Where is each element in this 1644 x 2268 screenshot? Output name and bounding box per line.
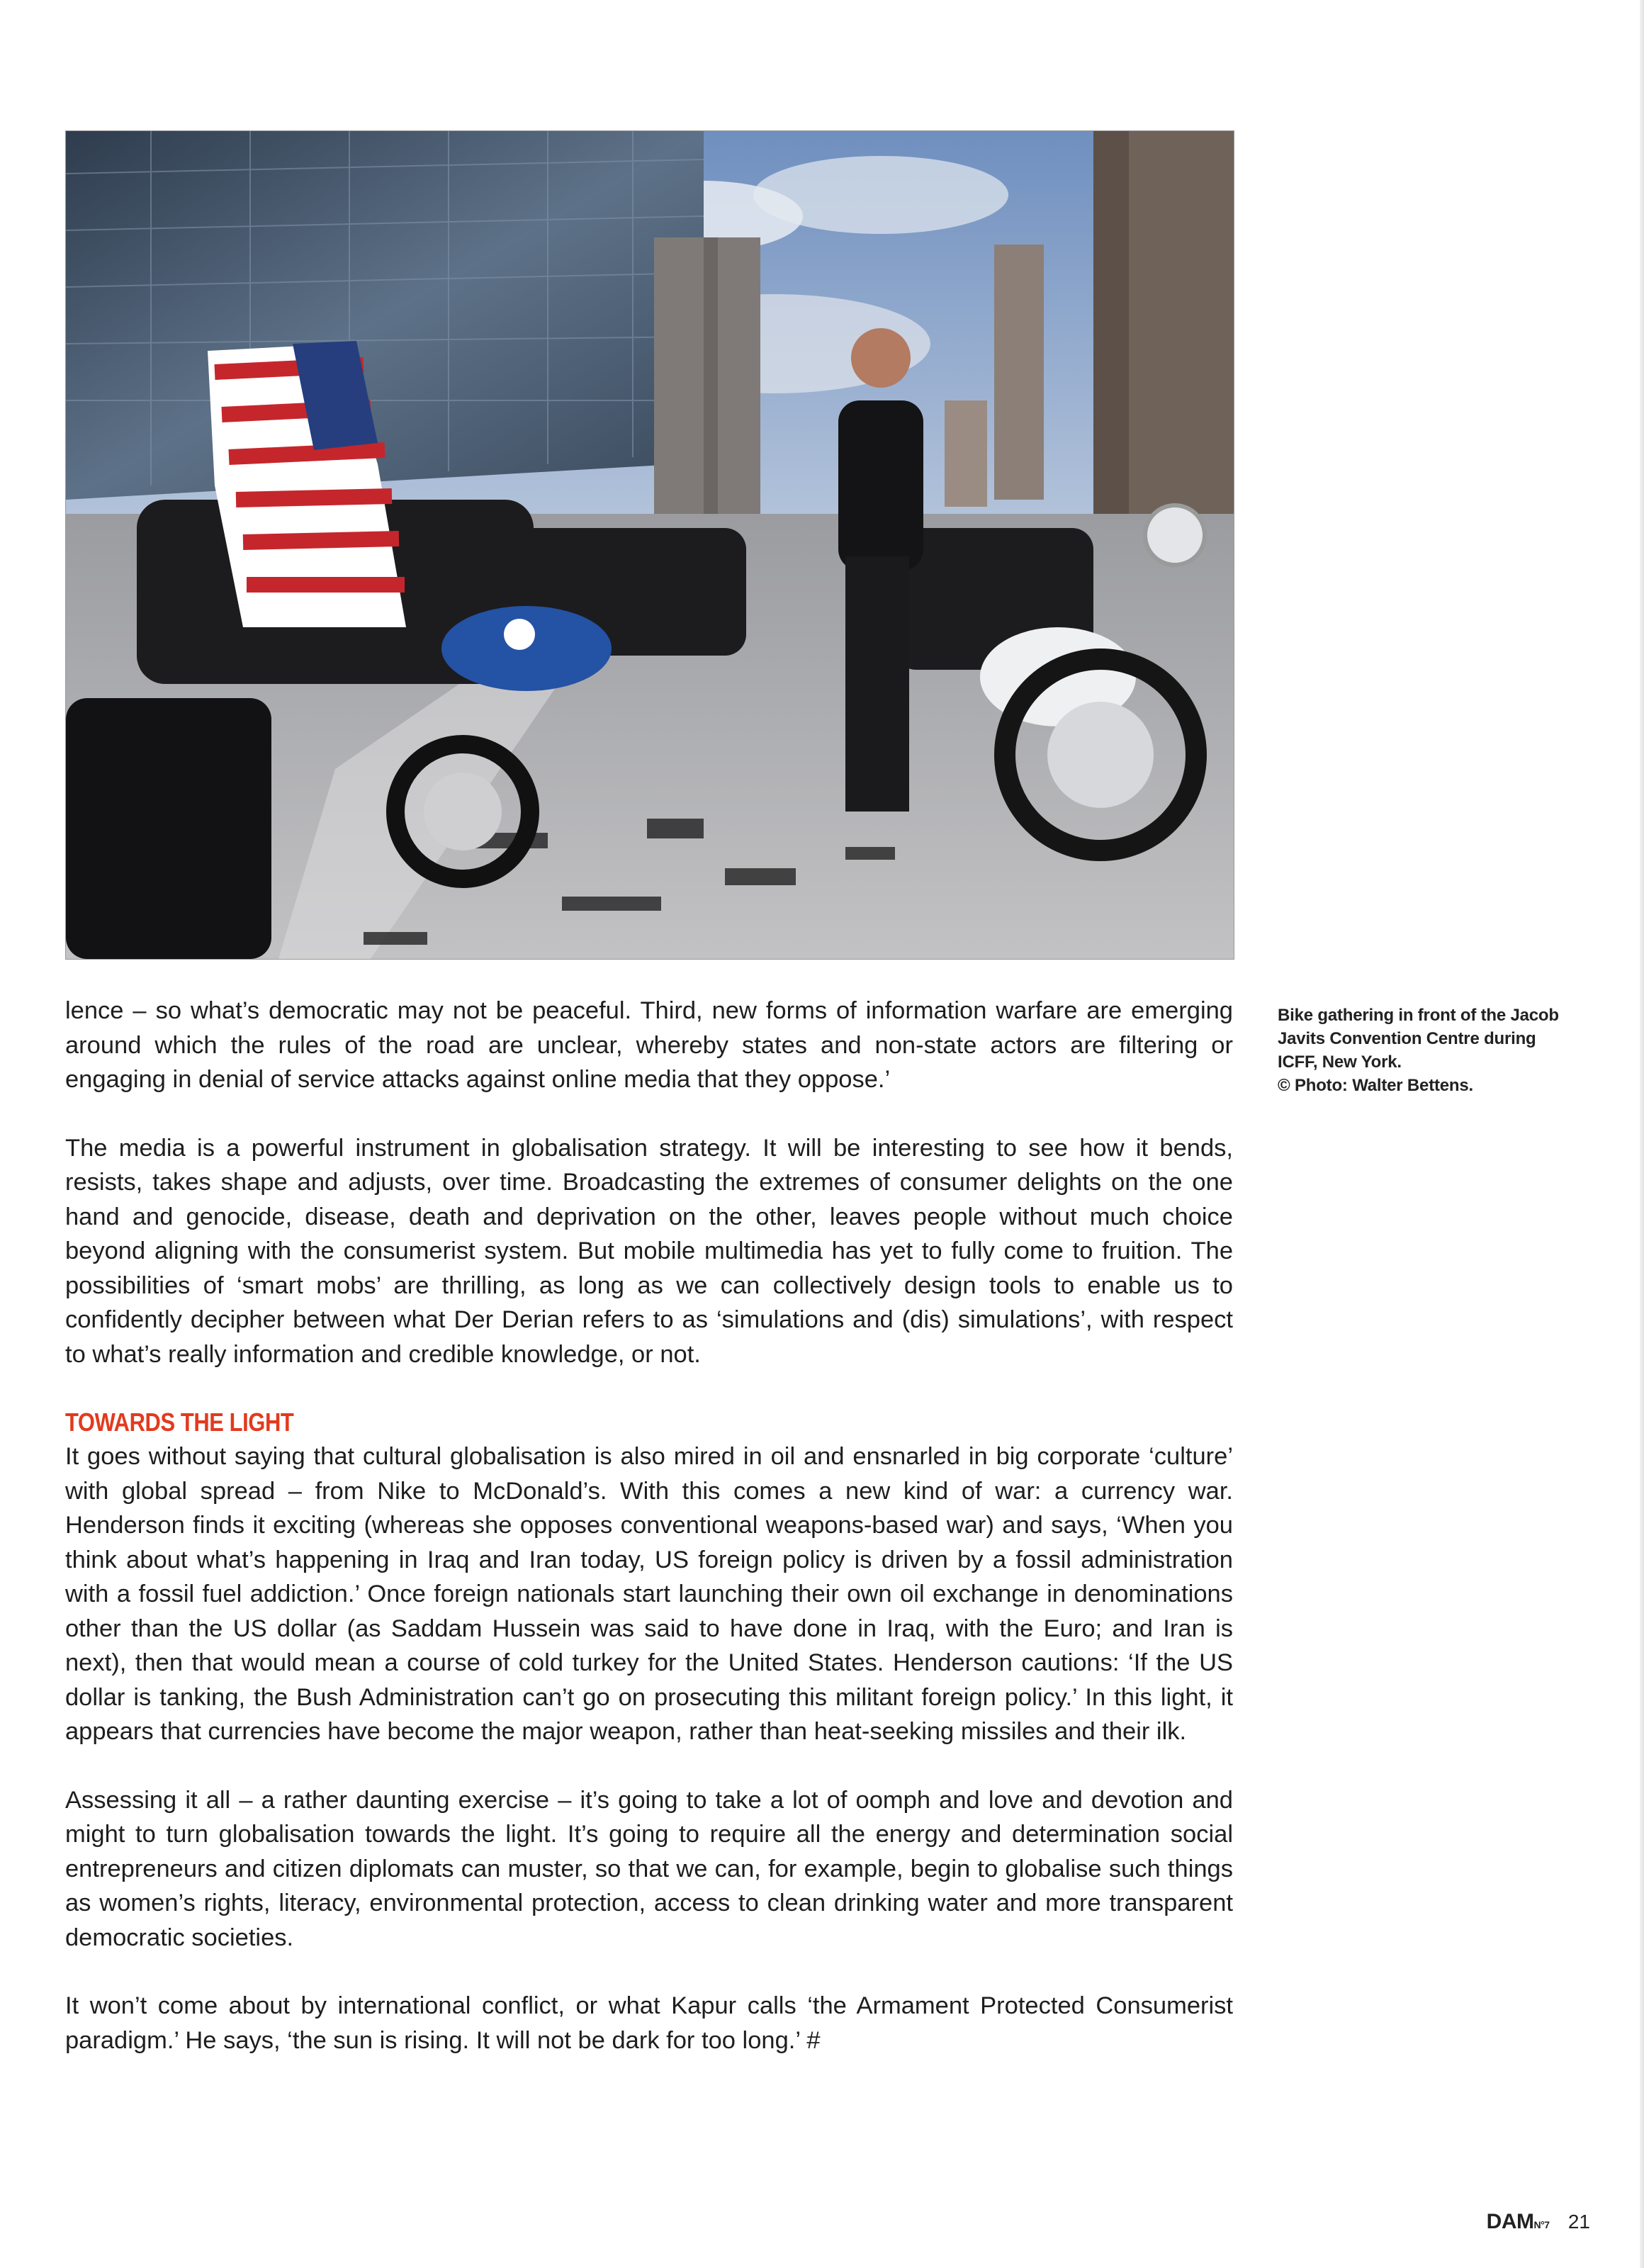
caption-credit: © Photo: Walter Bettens. bbox=[1278, 1076, 1474, 1095]
page-footer bbox=[1487, 2210, 1590, 2234]
magazine-logo: DAMN°7 bbox=[1486, 2210, 1550, 2233]
article-paragraph: It won’t come about by international conflict, or what Kapur calls ‘the Armament Protected Consumerist paradigm.’ He says, ‘the sun is rising. It will not be dark for too long.’ # bbox=[65, 1992, 1233, 2054]
article-photo bbox=[65, 130, 1234, 960]
page-edge bbox=[1640, 0, 1644, 2268]
article-body bbox=[65, 994, 1233, 2092]
article-paragraph: lence – so what’s democratic may not be peaceful. Third, new forms of information warfare are emerging around which the rules of the road are unclear, whereby states and non-state actors are filtering or engaging in denial of service attacks against online media that they oppose.’ bbox=[65, 997, 1233, 1093]
caption-line: Javits Convention Centre during bbox=[1278, 1029, 1536, 1048]
page-number: 21 bbox=[1567, 2211, 1590, 2233]
article-paragraph: It goes without saying that cultural globalisation is also mired in oil and ensnarled in big corporate ‘culture’ with global spread – from Nike to McDonald’s. With this comes a new kind of war: a currency war. Henderson finds it exciting (whereas she opposes conventional weapons-based war) and says, ‘When you think about what’s happening in Iraq and Iran today, US foreign policy is driven by a fossil administration with a fossil fuel addiction.’ Once foreign nationals start launching their own oil exchange in denominations other than the US dollar (as Saddam Hussein was said to have done in Iraq, with the Euro; and Iran is next), then that would mean a course of cold turkey for the United States. Henderson cautions: ‘If the US dollar is tanking, the Bush Administration can’t go on prosecuting this militant foreign policy.’ In this light, it appears that currencies have become the major weapon, rather than heat-seeking missiles and their ilk. bbox=[65, 1443, 1233, 1745]
caption-line: Bike gathering in front of the Jacob bbox=[1278, 1006, 1559, 1025]
section-heading: TOWARDS THE LIGHT bbox=[65, 1408, 294, 1437]
photo-caption bbox=[1278, 1004, 1611, 1097]
caption-line: ICFF, New York. bbox=[1278, 1052, 1402, 1072]
article-paragraph: The media is a powerful instrument in globalisation strategy. It will be interesting to see how it bends, resists, takes shape and adjusts, over time. Broadcasting the extremes of consumer delights on the one hand and genocide, disease, death and deprivation on the other, leaves people without much choice beyond aligning with the consumerist system. But mobile multimedia has yet to fully come to fruition. The possibilities of ‘smart mobs’ are thrilling, as long as we can collectively design tools to enable us to confidently decipher between what Der Derian refers to as ‘simulations and (dis) simulations’, with respect to what’s really information and credible knowledge, or not. bbox=[65, 1134, 1233, 1368]
article-paragraph: Assessing it all – a rather daunting exercise – it’s going to take a lot of oomph and love and devotion and might to turn globalisation towards the light. It’s going to require all the energy and determination social entrepreneurs and citizen diplomats can muster, so that we can, for example, begin to globalise such things as women’s rights, literacy, environmental protection, access to clean drinking water and more transparent democratic societies. bbox=[65, 1786, 1233, 1951]
issue-number: N°7 bbox=[1533, 2219, 1550, 2230]
photo-bikes-street-icon bbox=[66, 131, 1234, 959]
